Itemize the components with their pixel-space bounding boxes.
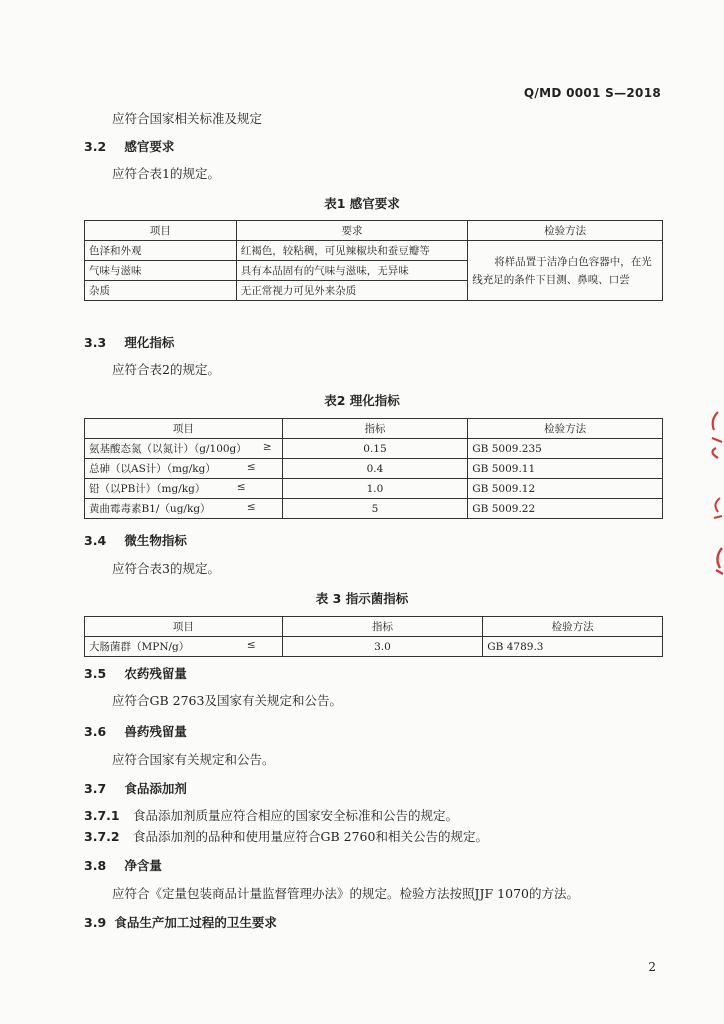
table-row [85,439,663,459]
table2-caption: 表2 理化指标 [324,393,400,408]
table-row [85,459,663,479]
section-title: 理化指标 [124,335,175,350]
section-3-9-heading [84,913,277,931]
item-label: 总砷（以AS计）（mg/kg） [89,463,216,475]
table3 [84,616,663,657]
column-header: 要求 [236,221,468,241]
section-title: 农药残留量 [124,666,187,681]
intro-line: 应符合国家相关标准及规定 [112,111,263,126]
table3-caption: 表 3 指示菌指标 [315,591,409,606]
item-label: 大肠菌群（MPN/g） [89,641,190,653]
item-cell: 色泽和外观 [85,241,237,261]
section-number: 3.9 [84,915,107,930]
section-3-4-heading [84,531,187,549]
section-title: 感官要求 [124,139,175,154]
standard-code: Q/MD 0001 S—2018 [523,86,661,100]
method-cell: GB 5009.22 [468,499,663,519]
item-cell [85,459,283,479]
section-3-7-2 [84,827,488,845]
section-number: 3.7.2 [84,829,120,844]
column-header: 检验方法 [483,617,663,637]
column-header: 项目 [85,419,283,439]
item-label: 氨基酸态氮（以氮计）（g/100g） [89,443,247,455]
table-row [85,637,663,657]
section-number: 3.8 [84,858,107,873]
section-number: 3.7.1 [84,808,120,823]
item-cell [85,479,283,499]
section-3-3-heading [84,333,174,351]
section-number: 3.4 [84,533,107,548]
section-number: 3.2 [84,139,107,154]
comparator: ≤ [236,481,246,493]
item-cell: 气味与滋味 [85,261,237,281]
section-3-4-text: 应符合表3的规定。 [112,561,220,576]
section-number: 3.7 [84,781,107,796]
section-3-6-text: 应符合国家有关规定和公告。 [112,752,275,767]
section-3-3-text: 应符合表2的规定。 [112,362,220,377]
table1 [84,220,663,301]
column-header: 项目 [85,221,237,241]
table1-caption: 表1 感官要求 [324,196,400,211]
column-header: 检验方法 [468,419,663,439]
comparator: ≤ [246,461,256,473]
section-text: 食品添加剂质量应符合相应的国家安全标准和公告的规定。 [132,808,458,823]
table-header-row [85,617,663,637]
table-row [85,499,663,519]
column-header: 项目 [85,617,283,637]
method-cell: GB 4789.3 [483,637,663,657]
section-number: 3.5 [84,666,107,681]
section-title: 微生物指标 [124,533,187,548]
section-title: 净含量 [124,858,162,873]
item-cell [85,637,283,657]
section-text: 食品添加剂的品种和使用量应符合GB 2760和相关公告的规定。 [132,829,488,844]
item-cell [85,499,283,519]
section-3-8-text: 应符合《定量包装商品计量监督管理办法》的规定。检验方法按照JJF 1070的方法。 [112,886,579,901]
table-header-row [85,221,663,241]
page-number: 2 [648,960,656,974]
section-number: 3.3 [84,335,107,350]
value-cell: 1.0 [282,479,468,499]
column-header: 指标 [282,419,468,439]
comparator: ≥ [262,441,272,453]
section-3-5-text: 应符合GB 2763及国家有关规定和公告。 [112,693,342,708]
method-cell: GB 5009.11 [468,459,663,479]
section-3-2-heading [84,137,174,155]
comparator: ≤ [246,501,256,513]
section-3-5-heading [84,664,187,682]
item-cell [85,439,283,459]
comparator: ≤ [246,639,256,651]
requirement-cell: 红褐色，较粘稠，可见辣椒块和蚕豆瓣等 [236,241,468,261]
requirement-cell: 具有本品固有的气味与滋味，无异味 [236,261,468,281]
section-3-2-text: 应符合表1的规定。 [112,166,220,181]
column-header: 检验方法 [468,221,663,241]
value-cell: 5 [282,499,468,519]
section-title: 食品生产加工过程的卫生要求 [114,915,277,930]
method-cell: GB 5009.12 [468,479,663,499]
section-3-7-heading [84,779,187,797]
requirement-cell: 无正常视力可见外来杂质 [236,281,468,301]
value-cell: 0.15 [282,439,468,459]
section-title: 食品添加剂 [124,781,187,796]
item-label: 铅（以PB计）（mg/kg） [89,483,206,495]
item-label: 黄曲霉毒素B1/（ug/kg） [89,503,211,515]
section-number: 3.6 [84,724,107,739]
value-cell: 3.0 [282,637,483,657]
table-row [85,479,663,499]
item-cell: 杂质 [85,281,237,301]
method-line: 将样品置于洁净白色容器中，在光 [494,255,652,268]
section-3-8-heading [84,856,162,874]
section-title: 兽药残留量 [124,724,187,739]
seal-stamp-fragment [704,408,724,578]
column-header: 指标 [282,617,483,637]
section-3-7-1 [84,806,458,824]
table-header-row [85,419,663,439]
method-cell [468,241,663,301]
method-cell: GB 5009.235 [468,439,663,459]
method-line: 线充足的条件下目测、鼻嗅、口尝 [472,273,630,286]
table2 [84,418,663,519]
table-row [85,241,663,261]
value-cell: 0.4 [282,459,468,479]
section-3-6-heading [84,722,187,740]
